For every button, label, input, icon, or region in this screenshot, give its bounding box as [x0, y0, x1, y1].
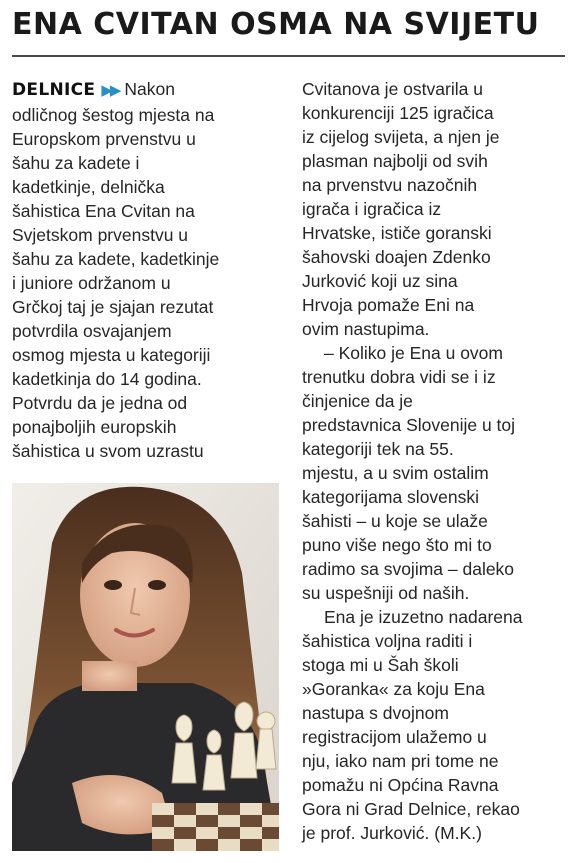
text-line: plasman najbolji od svih	[302, 151, 488, 171]
text-line: je prof. Jurković. (M.K.)	[302, 823, 482, 843]
text-line: »Goranka« za koju Ena	[302, 679, 485, 699]
text-line: odličnog šestog mjesta na	[12, 105, 215, 125]
text-line: šahistica u svom uzrastu	[12, 441, 204, 461]
text-line: šahistica voljna raditi i	[302, 631, 473, 651]
text-line: Cvitanova je ostvarila u	[302, 79, 483, 99]
text-line: Hrvatske, ističe goranski	[302, 223, 492, 243]
text-line: i juniore održanom u	[12, 273, 171, 293]
right-column-text	[302, 77, 566, 845]
text-line: nju, iako nam pri tome ne	[302, 751, 499, 771]
text-line: Potvrdu da je jedna od	[12, 393, 188, 413]
text-line: nastupa s dvojnom	[302, 703, 449, 723]
first-line-text: Nakon	[124, 79, 175, 99]
dateline: DELNICE	[12, 80, 96, 100]
text-line: – Koliko je Ena u ovom	[324, 343, 503, 363]
text-line: osmog mjesta u kategoriji	[12, 345, 211, 365]
article-column-left	[12, 77, 286, 463]
text-line: Gora ni Grad Delnice, rekao	[302, 799, 520, 819]
text-line: radimo sa svojima – daleko	[302, 559, 515, 579]
text-line: šahu za kadete i	[12, 153, 140, 173]
text-line: Hrvoja pomaže Eni na	[302, 295, 475, 315]
text-line: trenutku dobra vidi se i iz	[302, 367, 496, 387]
text-line: ponajboljih europskih	[12, 417, 177, 437]
text-line: Europskom prvenstvu u	[12, 129, 196, 149]
text-line: ovim nastupima.	[302, 319, 430, 339]
text-line: šahistica Ena Cvitan na	[12, 201, 195, 221]
text-line: stoga mi u Šah školi	[302, 655, 459, 675]
text-line: su uspešniji od naših.	[302, 583, 470, 603]
photo-girl-playing-chess	[12, 483, 279, 851]
text-line: potvrdila osvajanjem	[12, 321, 172, 341]
text-line: pomažu ni Općina Ravna	[302, 775, 499, 795]
text-line: mjestu, a u svim ostalim	[302, 463, 489, 483]
text-line: kategorijama slovenski	[302, 487, 480, 507]
text-line: puno više nego što mi to	[302, 535, 492, 555]
left-column-text	[12, 103, 286, 463]
text-line: predstavnica Slovenije u toj	[302, 415, 516, 435]
text-line: igrača i igračica iz	[302, 199, 442, 219]
text-line: konkurenciji 125 igračica	[302, 103, 494, 123]
article-column-right	[302, 77, 566, 845]
text-line: šahovski doajen Zdenko	[302, 247, 491, 267]
text-line: šahisti – u koje se ulaže	[302, 511, 488, 531]
double-chevron-right-icon: ▶▶	[101, 82, 119, 99]
text-line: na prvenstvu nazočnih	[302, 175, 478, 195]
text-line: Grčkoj taj je sjajan rezutat	[12, 297, 214, 317]
text-line: iz cijelog svijeta, a njen je	[302, 127, 500, 147]
text-line: šahu za kadete, kadetkinje	[12, 249, 220, 269]
text-line: kategoriji tek na 55.	[302, 439, 454, 459]
text-line: Ena je izuzetno nadarena	[324, 607, 523, 627]
first-line	[12, 77, 286, 103]
text-line: kadetkinje, delnička	[12, 177, 165, 197]
text-line: Svjetskom prvenstvu u	[12, 225, 189, 245]
text-line: kadetkinja do 14 godina.	[12, 369, 202, 389]
headline: ENA CVITAN OSMA NA SVIJETU	[12, 7, 540, 42]
text-line: činjenice da je	[302, 391, 413, 411]
text-line: Jurković koji uz sina	[302, 271, 458, 291]
headline-rule	[12, 55, 565, 57]
text-line: registracijom ulažemo u	[302, 727, 487, 747]
